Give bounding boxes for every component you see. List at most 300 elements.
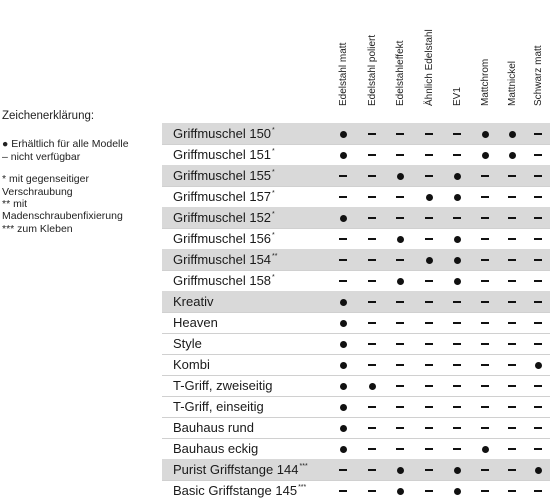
availability-cell — [505, 229, 519, 249]
availability-cell — [365, 124, 379, 144]
availability-cell — [478, 124, 492, 144]
unavailable-dash-icon — [481, 469, 489, 470]
unavailable-dash-icon — [534, 133, 542, 134]
unavailable-dash-icon — [481, 280, 489, 281]
product-name — [173, 462, 308, 477]
unavailable-dash-icon — [396, 196, 404, 197]
availability-cell — [422, 418, 436, 438]
product-name — [173, 210, 275, 225]
footnote-mark: * — [272, 211, 275, 218]
availability-cell — [422, 355, 436, 375]
availability-cell — [478, 208, 492, 228]
unavailable-dash-icon — [368, 427, 376, 428]
column-headers — [330, 0, 550, 120]
availability-cell — [505, 124, 519, 144]
unavailable-dash-icon — [339, 469, 347, 470]
unavailable-dash-icon — [396, 133, 404, 134]
column-header-label: Mattchrom — [480, 58, 491, 106]
availability-cell — [505, 376, 519, 396]
unavailable-dash-icon — [534, 322, 542, 323]
table-row — [162, 249, 550, 270]
unavailable-dash-icon — [534, 448, 542, 449]
availability-cell — [422, 208, 436, 228]
availability-cell — [505, 355, 519, 375]
availability-cell — [450, 439, 464, 459]
availability-cell — [365, 376, 379, 396]
unavailable-dash-icon — [368, 259, 376, 260]
table-row — [162, 438, 550, 459]
availability-cell — [422, 124, 436, 144]
availability-cell — [336, 166, 350, 186]
product-name — [173, 315, 218, 330]
availability-cell — [505, 166, 519, 186]
legend-line: *** zum Kleben — [2, 222, 73, 235]
availability-cell — [531, 187, 545, 207]
footnote-mark: * — [272, 169, 275, 176]
availability-cell — [336, 481, 350, 501]
unavailable-dash-icon — [481, 490, 489, 491]
availability-cell — [531, 208, 545, 228]
availability-cell — [505, 292, 519, 312]
availability-cell — [531, 124, 545, 144]
availability-cell — [393, 355, 407, 375]
unavailable-dash-icon — [368, 196, 376, 197]
product-name-text: Griffmuschel 156 — [173, 231, 272, 246]
product-name-text: T-Griff, zweiseitig — [173, 378, 273, 393]
table-row — [162, 207, 550, 228]
unavailable-dash-icon — [508, 364, 516, 365]
unavailable-dash-icon — [534, 175, 542, 176]
availability-cell — [365, 355, 379, 375]
availability-cell — [531, 250, 545, 270]
availability-cell — [393, 418, 407, 438]
available-dot-icon — [509, 131, 516, 138]
unavailable-dash-icon — [508, 259, 516, 260]
availability-cell — [393, 145, 407, 165]
available-dot-icon — [454, 173, 461, 180]
availability-cell — [422, 292, 436, 312]
availability-cell — [505, 145, 519, 165]
product-name — [173, 420, 254, 435]
unavailable-dash-icon — [508, 238, 516, 239]
unavailable-dash-icon — [453, 322, 461, 323]
unavailable-dash-icon — [508, 322, 516, 323]
availability-cell — [336, 229, 350, 249]
unavailable-dash-icon — [534, 196, 542, 197]
availability-cell — [336, 418, 350, 438]
availability-cell — [393, 481, 407, 501]
unavailable-dash-icon — [534, 280, 542, 281]
unavailable-dash-icon — [425, 364, 433, 365]
table-row — [162, 459, 550, 480]
availability-cell — [336, 334, 350, 354]
product-name-text: Griffmuschel 154 — [173, 252, 272, 267]
availability-cell — [393, 187, 407, 207]
available-dot-icon — [397, 467, 404, 474]
availability-cell — [336, 145, 350, 165]
table-row — [162, 480, 550, 501]
product-name-text: Griffmuschel 150 — [173, 126, 272, 141]
unavailable-dash-icon — [368, 364, 376, 365]
availability-cell — [365, 460, 379, 480]
availability-cell — [393, 334, 407, 354]
unavailable-dash-icon — [425, 154, 433, 155]
availability-cell — [505, 334, 519, 354]
product-name — [173, 399, 264, 414]
availability-cell — [505, 397, 519, 417]
availability-cell — [365, 418, 379, 438]
product-name-text: Griffmuschel 151 — [173, 147, 272, 162]
availability-cell — [365, 481, 379, 501]
availability-cell — [531, 271, 545, 291]
unavailable-dash-icon — [453, 427, 461, 428]
availability-cell — [393, 124, 407, 144]
table-row — [162, 123, 550, 144]
availability-cell — [531, 481, 545, 501]
availability-cell — [450, 250, 464, 270]
availability-cell — [531, 439, 545, 459]
product-name-text: Kreativ — [173, 294, 214, 309]
table-row — [162, 270, 550, 291]
table-row — [162, 186, 550, 207]
availability-cell — [393, 292, 407, 312]
footnote-mark: * — [272, 232, 275, 239]
availability-cell — [450, 376, 464, 396]
table-row — [162, 354, 550, 375]
availability-cell — [422, 439, 436, 459]
table-row — [162, 333, 550, 354]
product-name — [173, 441, 258, 456]
unavailable-dash-icon — [339, 490, 347, 491]
unavailable-dash-icon — [368, 175, 376, 176]
legend — [2, 110, 162, 235]
available-dot-icon — [482, 131, 489, 138]
unavailable-dash-icon — [453, 364, 461, 365]
unavailable-dash-icon — [425, 406, 433, 407]
availability-cell — [505, 418, 519, 438]
column-header — [336, 2, 350, 117]
availability-cell — [365, 397, 379, 417]
availability-cell — [336, 250, 350, 270]
unavailable-dash-icon — [534, 217, 542, 218]
unavailable-dash-icon — [534, 490, 542, 491]
table-row — [162, 417, 550, 438]
availability-cell — [365, 271, 379, 291]
footnote-mark: * — [272, 148, 275, 155]
unavailable-dash-icon — [481, 259, 489, 260]
unavailable-dash-icon — [396, 385, 404, 386]
availability-cell — [336, 460, 350, 480]
unavailable-dash-icon — [453, 448, 461, 449]
unavailable-dash-icon — [396, 301, 404, 302]
availability-cell — [393, 271, 407, 291]
availability-cell — [365, 313, 379, 333]
unavailable-dash-icon — [396, 364, 404, 365]
availability-cell — [365, 292, 379, 312]
unavailable-dash-icon — [481, 343, 489, 344]
availability-cell — [450, 292, 464, 312]
unavailable-dash-icon — [508, 217, 516, 218]
available-dot-icon — [340, 362, 347, 369]
availability-cell — [450, 355, 464, 375]
availability-cell — [531, 166, 545, 186]
unavailable-dash-icon — [425, 322, 433, 323]
availability-cell — [531, 313, 545, 333]
column-header-label: Ähnlich Edelstahl — [424, 29, 435, 106]
availability-cell — [422, 481, 436, 501]
unavailable-dash-icon — [396, 217, 404, 218]
unavailable-dash-icon — [534, 406, 542, 407]
availability-cell — [365, 187, 379, 207]
availability-cell — [336, 292, 350, 312]
legend-line: ● Erhältlich für alle Modelle — [2, 138, 129, 151]
availability-cell — [478, 145, 492, 165]
product-name — [173, 189, 275, 204]
available-dot-icon — [509, 152, 516, 159]
product-name — [173, 357, 210, 372]
unavailable-dash-icon — [425, 490, 433, 491]
availability-cell — [531, 460, 545, 480]
availability-cell — [450, 271, 464, 291]
availability-cell — [393, 439, 407, 459]
available-dot-icon — [340, 446, 347, 453]
unavailable-dash-icon — [339, 238, 347, 239]
unavailable-dash-icon — [481, 385, 489, 386]
unavailable-dash-icon — [481, 427, 489, 428]
availability-cell — [365, 208, 379, 228]
unavailable-dash-icon — [453, 343, 461, 344]
unavailable-dash-icon — [481, 322, 489, 323]
availability-cell — [505, 481, 519, 501]
availability-cell — [450, 166, 464, 186]
availability-cell — [422, 250, 436, 270]
availability-cell — [505, 250, 519, 270]
table-row — [162, 144, 550, 165]
availability-cell — [478, 292, 492, 312]
legend-line: Madenschraubenfixierung — [2, 210, 123, 223]
unavailable-dash-icon — [534, 385, 542, 386]
available-dot-icon — [340, 404, 347, 411]
unavailable-dash-icon — [508, 301, 516, 302]
product-name-text: Kombi — [173, 357, 210, 372]
column-header-label: Schwarz matt — [533, 45, 544, 106]
unavailable-dash-icon — [396, 154, 404, 155]
availability-cell — [531, 418, 545, 438]
available-dot-icon — [369, 383, 376, 390]
availability-cell — [336, 355, 350, 375]
available-dot-icon — [454, 257, 461, 264]
unavailable-dash-icon — [368, 238, 376, 239]
available-dot-icon — [454, 488, 461, 495]
unavailable-dash-icon — [481, 301, 489, 302]
available-dot-icon — [340, 299, 347, 306]
availability-cell — [478, 376, 492, 396]
unavailable-dash-icon — [508, 448, 516, 449]
availability-cell — [336, 271, 350, 291]
footnote-mark: *** — [298, 484, 307, 491]
unavailable-dash-icon — [508, 427, 516, 428]
product-name-text: Griffmuschel 158 — [173, 273, 272, 288]
available-dot-icon — [340, 425, 347, 432]
unavailable-dash-icon — [425, 238, 433, 239]
product-name-text: Purist Griffstange 144 — [173, 462, 299, 477]
unavailable-dash-icon — [339, 175, 347, 176]
unavailable-dash-icon — [534, 427, 542, 428]
available-dot-icon — [340, 320, 347, 327]
unavailable-dash-icon — [425, 343, 433, 344]
available-dot-icon — [340, 131, 347, 138]
product-name-text: Style — [173, 336, 202, 351]
availability-cell — [505, 208, 519, 228]
product-name — [173, 126, 275, 141]
column-header — [505, 2, 519, 117]
availability-cell — [478, 187, 492, 207]
availability-cell — [450, 397, 464, 417]
column-header-label: EV1 — [452, 87, 463, 106]
unavailable-dash-icon — [396, 427, 404, 428]
unavailable-dash-icon — [481, 406, 489, 407]
legend-line: – nicht verfügbar — [2, 150, 81, 163]
availability-cell — [422, 166, 436, 186]
unavailable-dash-icon — [368, 154, 376, 155]
availability-cell — [478, 334, 492, 354]
availability-cell — [365, 334, 379, 354]
available-dot-icon — [397, 173, 404, 180]
unavailable-dash-icon — [396, 406, 404, 407]
unavailable-dash-icon — [396, 259, 404, 260]
legend-title: Zeichenerklärung: — [2, 110, 95, 122]
unavailable-dash-icon — [368, 217, 376, 218]
unavailable-dash-icon — [339, 259, 347, 260]
unavailable-dash-icon — [508, 280, 516, 281]
column-header — [422, 2, 436, 117]
available-dot-icon — [535, 467, 542, 474]
available-dot-icon — [535, 362, 542, 369]
availability-cell — [393, 460, 407, 480]
availability-cell — [393, 313, 407, 333]
availability-cell — [393, 376, 407, 396]
availability-table — [162, 123, 550, 501]
availability-cell — [336, 208, 350, 228]
unavailable-dash-icon — [508, 196, 516, 197]
unavailable-dash-icon — [368, 406, 376, 407]
availability-cell — [450, 334, 464, 354]
footnote-mark: ** — [272, 253, 278, 260]
availability-cell — [505, 460, 519, 480]
product-name — [173, 336, 202, 351]
availability-cell — [531, 292, 545, 312]
availability-cell — [531, 145, 545, 165]
availability-cell — [336, 439, 350, 459]
availability-cell — [531, 334, 545, 354]
product-name — [173, 168, 275, 183]
column-header — [393, 2, 407, 117]
availability-cell — [478, 418, 492, 438]
product-name-text: Basic Griffstange 145 — [173, 483, 298, 498]
legend-symbols — [2, 138, 162, 163]
table-row — [162, 165, 550, 186]
availability-cell — [336, 397, 350, 417]
availability-cell — [365, 229, 379, 249]
unavailable-dash-icon — [453, 385, 461, 386]
product-name — [173, 483, 306, 498]
available-dot-icon — [454, 278, 461, 285]
product-name — [173, 294, 213, 309]
availability-cell — [365, 439, 379, 459]
availability-cell — [450, 481, 464, 501]
unavailable-dash-icon — [508, 469, 516, 470]
column-header — [450, 2, 464, 117]
unavailable-dash-icon — [453, 301, 461, 302]
unavailable-dash-icon — [481, 196, 489, 197]
unavailable-dash-icon — [508, 490, 516, 491]
available-dot-icon — [426, 194, 433, 201]
available-dot-icon — [454, 236, 461, 243]
availability-cell — [478, 397, 492, 417]
unavailable-dash-icon — [453, 154, 461, 155]
product-name — [173, 252, 277, 267]
availability-cell — [336, 124, 350, 144]
unavailable-dash-icon — [508, 175, 516, 176]
unavailable-dash-icon — [425, 427, 433, 428]
legend-line: Verschraubung — [2, 185, 73, 198]
available-dot-icon — [340, 152, 347, 159]
availability-cell — [422, 376, 436, 396]
availability-cell — [505, 187, 519, 207]
unavailable-dash-icon — [368, 133, 376, 134]
availability-cell — [422, 397, 436, 417]
availability-cell — [450, 124, 464, 144]
availability-cell — [393, 250, 407, 270]
unavailable-dash-icon — [425, 301, 433, 302]
unavailable-dash-icon — [425, 175, 433, 176]
footnote-mark: * — [272, 190, 275, 197]
availability-cell — [505, 439, 519, 459]
availability-cell — [531, 397, 545, 417]
column-header — [478, 2, 492, 117]
available-dot-icon — [482, 446, 489, 453]
table-row — [162, 228, 550, 249]
table-row — [162, 375, 550, 396]
availability-cell — [478, 229, 492, 249]
availability-cell — [478, 250, 492, 270]
availability-cell — [478, 313, 492, 333]
availability-cell — [422, 313, 436, 333]
availability-cell — [531, 355, 545, 375]
unavailable-dash-icon — [508, 406, 516, 407]
unavailable-dash-icon — [425, 280, 433, 281]
availability-cell — [422, 460, 436, 480]
unavailable-dash-icon — [368, 343, 376, 344]
availability-cell — [336, 187, 350, 207]
product-name-text: T-Griff, einseitig — [173, 399, 264, 414]
availability-cell — [393, 166, 407, 186]
availability-cell — [422, 145, 436, 165]
product-name-text: Griffmuschel 152 — [173, 210, 272, 225]
availability-cell — [422, 334, 436, 354]
unavailable-dash-icon — [368, 322, 376, 323]
availability-cell — [365, 250, 379, 270]
column-header — [531, 2, 545, 117]
unavailable-dash-icon — [481, 238, 489, 239]
availability-cell — [478, 271, 492, 291]
availability-cell — [450, 229, 464, 249]
table-row — [162, 312, 550, 333]
availability-cell — [450, 187, 464, 207]
product-name-text: Bauhaus eckig — [173, 441, 259, 456]
legend-line: ** mit — [2, 198, 28, 211]
unavailable-dash-icon — [481, 217, 489, 218]
